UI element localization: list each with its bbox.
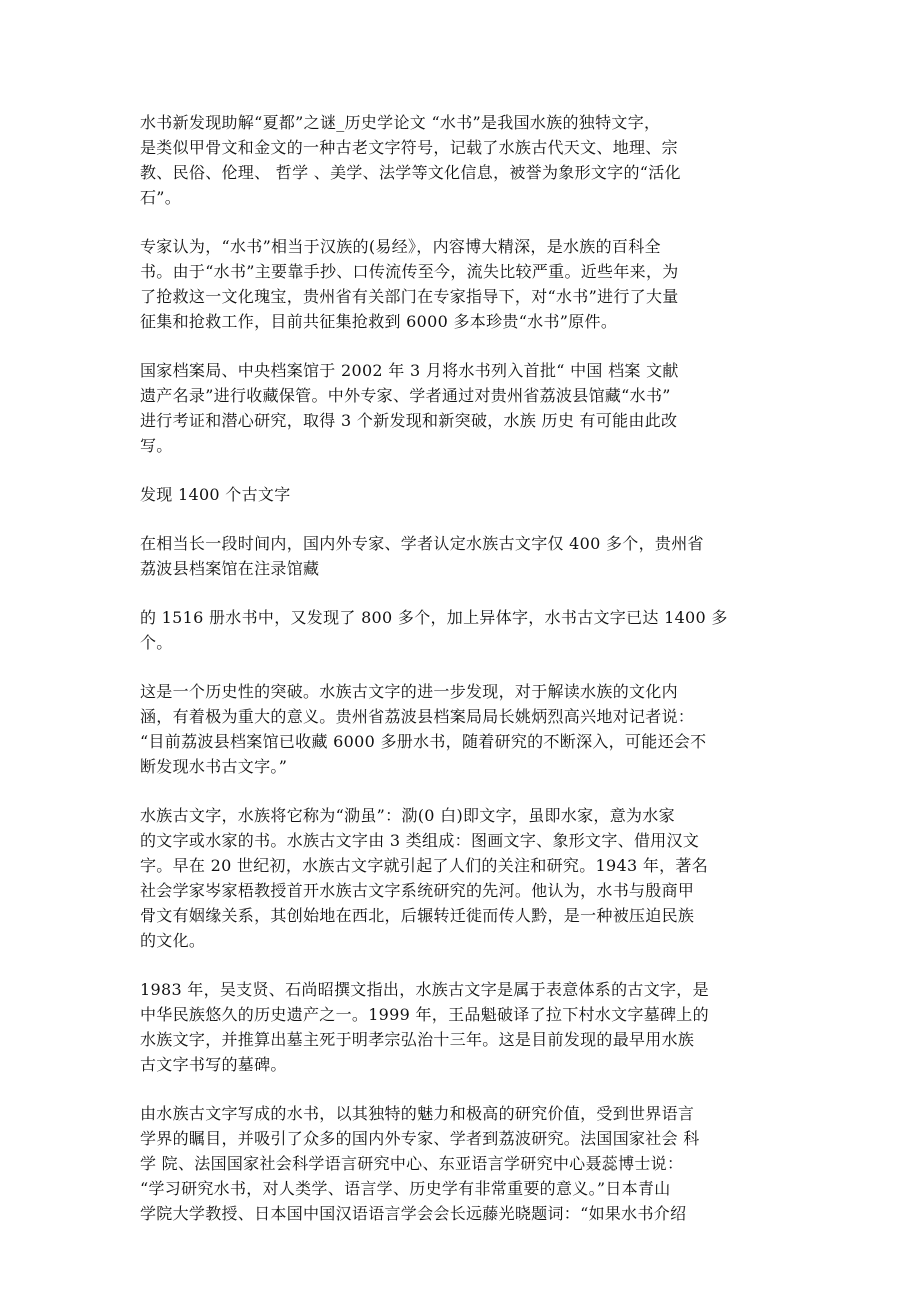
article-body	[140, 110, 790, 1250]
text-line: 国家档案局、中央档案馆于 2002 年 3 月将水书列入首批“ 中国 档案 文献	[140, 361, 679, 380]
text-line: “目前荔波县档案馆已收藏 6000 多册水书，随着研究的不断深入，可能还会不	[140, 732, 707, 751]
text-line: “学习研究水书，对人类学、语言学、历史学有非常重要的意义。”日本青山	[140, 1179, 671, 1198]
text-line: 断发现水书古文字。”	[140, 757, 288, 776]
paragraph	[140, 358, 790, 458]
text-line: 这是一个历史性的突破。水族古文字的进一步发现，对于解读水族的文化内	[140, 682, 678, 701]
paragraph	[140, 234, 790, 334]
text-line: 是类似甲骨文和金文的一种古老文字符号，记载了水族古代天文、地理、宗	[140, 138, 678, 157]
text-line: 专家认为，“水书”相当于汉族的(易经》，内容博大精深，是水族的百科全	[140, 237, 661, 256]
text-line: 进行考证和潜心研究，取得 3 个新发现和新突破，水族 历史 有可能由此改	[140, 411, 678, 430]
paragraph	[140, 531, 790, 581]
text-line: 征集和抢救工作，目前共征集抢救到 6000 多本珍贵“水书”原件。	[140, 312, 618, 331]
paragraph	[140, 803, 790, 953]
paragraph	[140, 605, 790, 655]
text-line: 社会学家岑家梧教授首开水族古文字系统研究的先河。他认为，水书与殷商甲	[140, 881, 695, 900]
text-line: 的文化。	[140, 931, 206, 950]
text-line: 由水族古文字写成的水书，以其独特的魅力和极高的研究价值，受到世界语言	[140, 1104, 695, 1123]
text-line: 学院大学教授、日本国中国汉语语言学会会长远藤光晓题词：“如果水书介绍	[140, 1204, 687, 1223]
paragraph	[140, 110, 790, 210]
text-line: 字。早在 20 世纪初，水族古文字就引起了人们的关注和研究。1943 年，著名	[140, 856, 709, 875]
text-line: 学 院、法国国家社会科学语言研究中心、东亚语言学研究中心聂蕊博士说：	[140, 1154, 684, 1173]
text-line: 荔波县档案馆在注录馆藏	[140, 559, 320, 578]
text-line: 1983 年，吴支贤、石尚昭撰文指出，水族古文字是属于表意体系的古文字，是	[140, 980, 709, 999]
paragraph	[140, 1101, 790, 1226]
text-line: 发现 1400 个古文字	[140, 485, 291, 504]
text-line: 水族古文字，水族将它称为“泐虽”：泐(0 白)即文字，虽即水家，意为水家	[140, 806, 675, 825]
paragraph	[140, 977, 790, 1077]
text-line: 教、民俗、伦理、 哲学 、美学、法学等文化信息，被誉为象形文字的“活化	[140, 163, 681, 182]
text-line: 古文字书写的墓碑。	[140, 1055, 287, 1074]
text-line: 的文字或水家的书。水族古文字由 3 类组成：图画文字、象形文字、借用汉文	[140, 831, 700, 850]
text-line: 学界的瞩目，并吸引了众多的国内外专家、学者到荔波研究。法国国家社会 科	[140, 1129, 700, 1148]
text-line: 骨文有姻缘关系，其创始地在西北，后辗转迁徙而传人黔，是一种被压迫民族	[140, 906, 695, 925]
text-line: 个。	[140, 633, 173, 652]
text-line: 中华民族悠久的历史遗产之一。1999 年，王品魁破译了拉下村水文字墓碑上的	[140, 1005, 709, 1024]
text-line: 水族文字，并推算出墓主死于明孝宗弘治十三年。这是目前发现的最早用水族	[140, 1030, 695, 1049]
text-line: 的 1516 册水书中，又发现了 800 多个，加上异体字，水书古文字已达 1400 多	[140, 608, 728, 627]
paragraph	[140, 679, 790, 779]
text-line: 石”。	[140, 188, 182, 207]
text-line: 在相当长一段时间内，国内外专家、学者认定水族古文字仅 400 多个，贵州省	[140, 534, 704, 553]
text-line: 水书新发现助解“夏都”之谜_历史学论文 “水书”是我国水族的独特文字，	[140, 113, 661, 132]
text-line: 书。由于“水书”主要靠手抄、口传流传至今，流失比较严重。近些年来，为	[140, 262, 679, 281]
text-line: 遗产名录”进行收藏保管。中外专家、学者通过对贵州省荔波县馆藏“水书”	[140, 386, 671, 405]
text-line: 写。	[140, 436, 173, 455]
text-line: 涵，有着极为重大的意义。贵州省荔波县档案局局长姚炳烈高兴地对记者说：	[140, 707, 695, 726]
paragraph	[140, 482, 790, 507]
text-line: 了抢救这一文化瑰宝，贵州省有关部门在专家指导下，对“水书”进行了大量	[140, 287, 679, 306]
